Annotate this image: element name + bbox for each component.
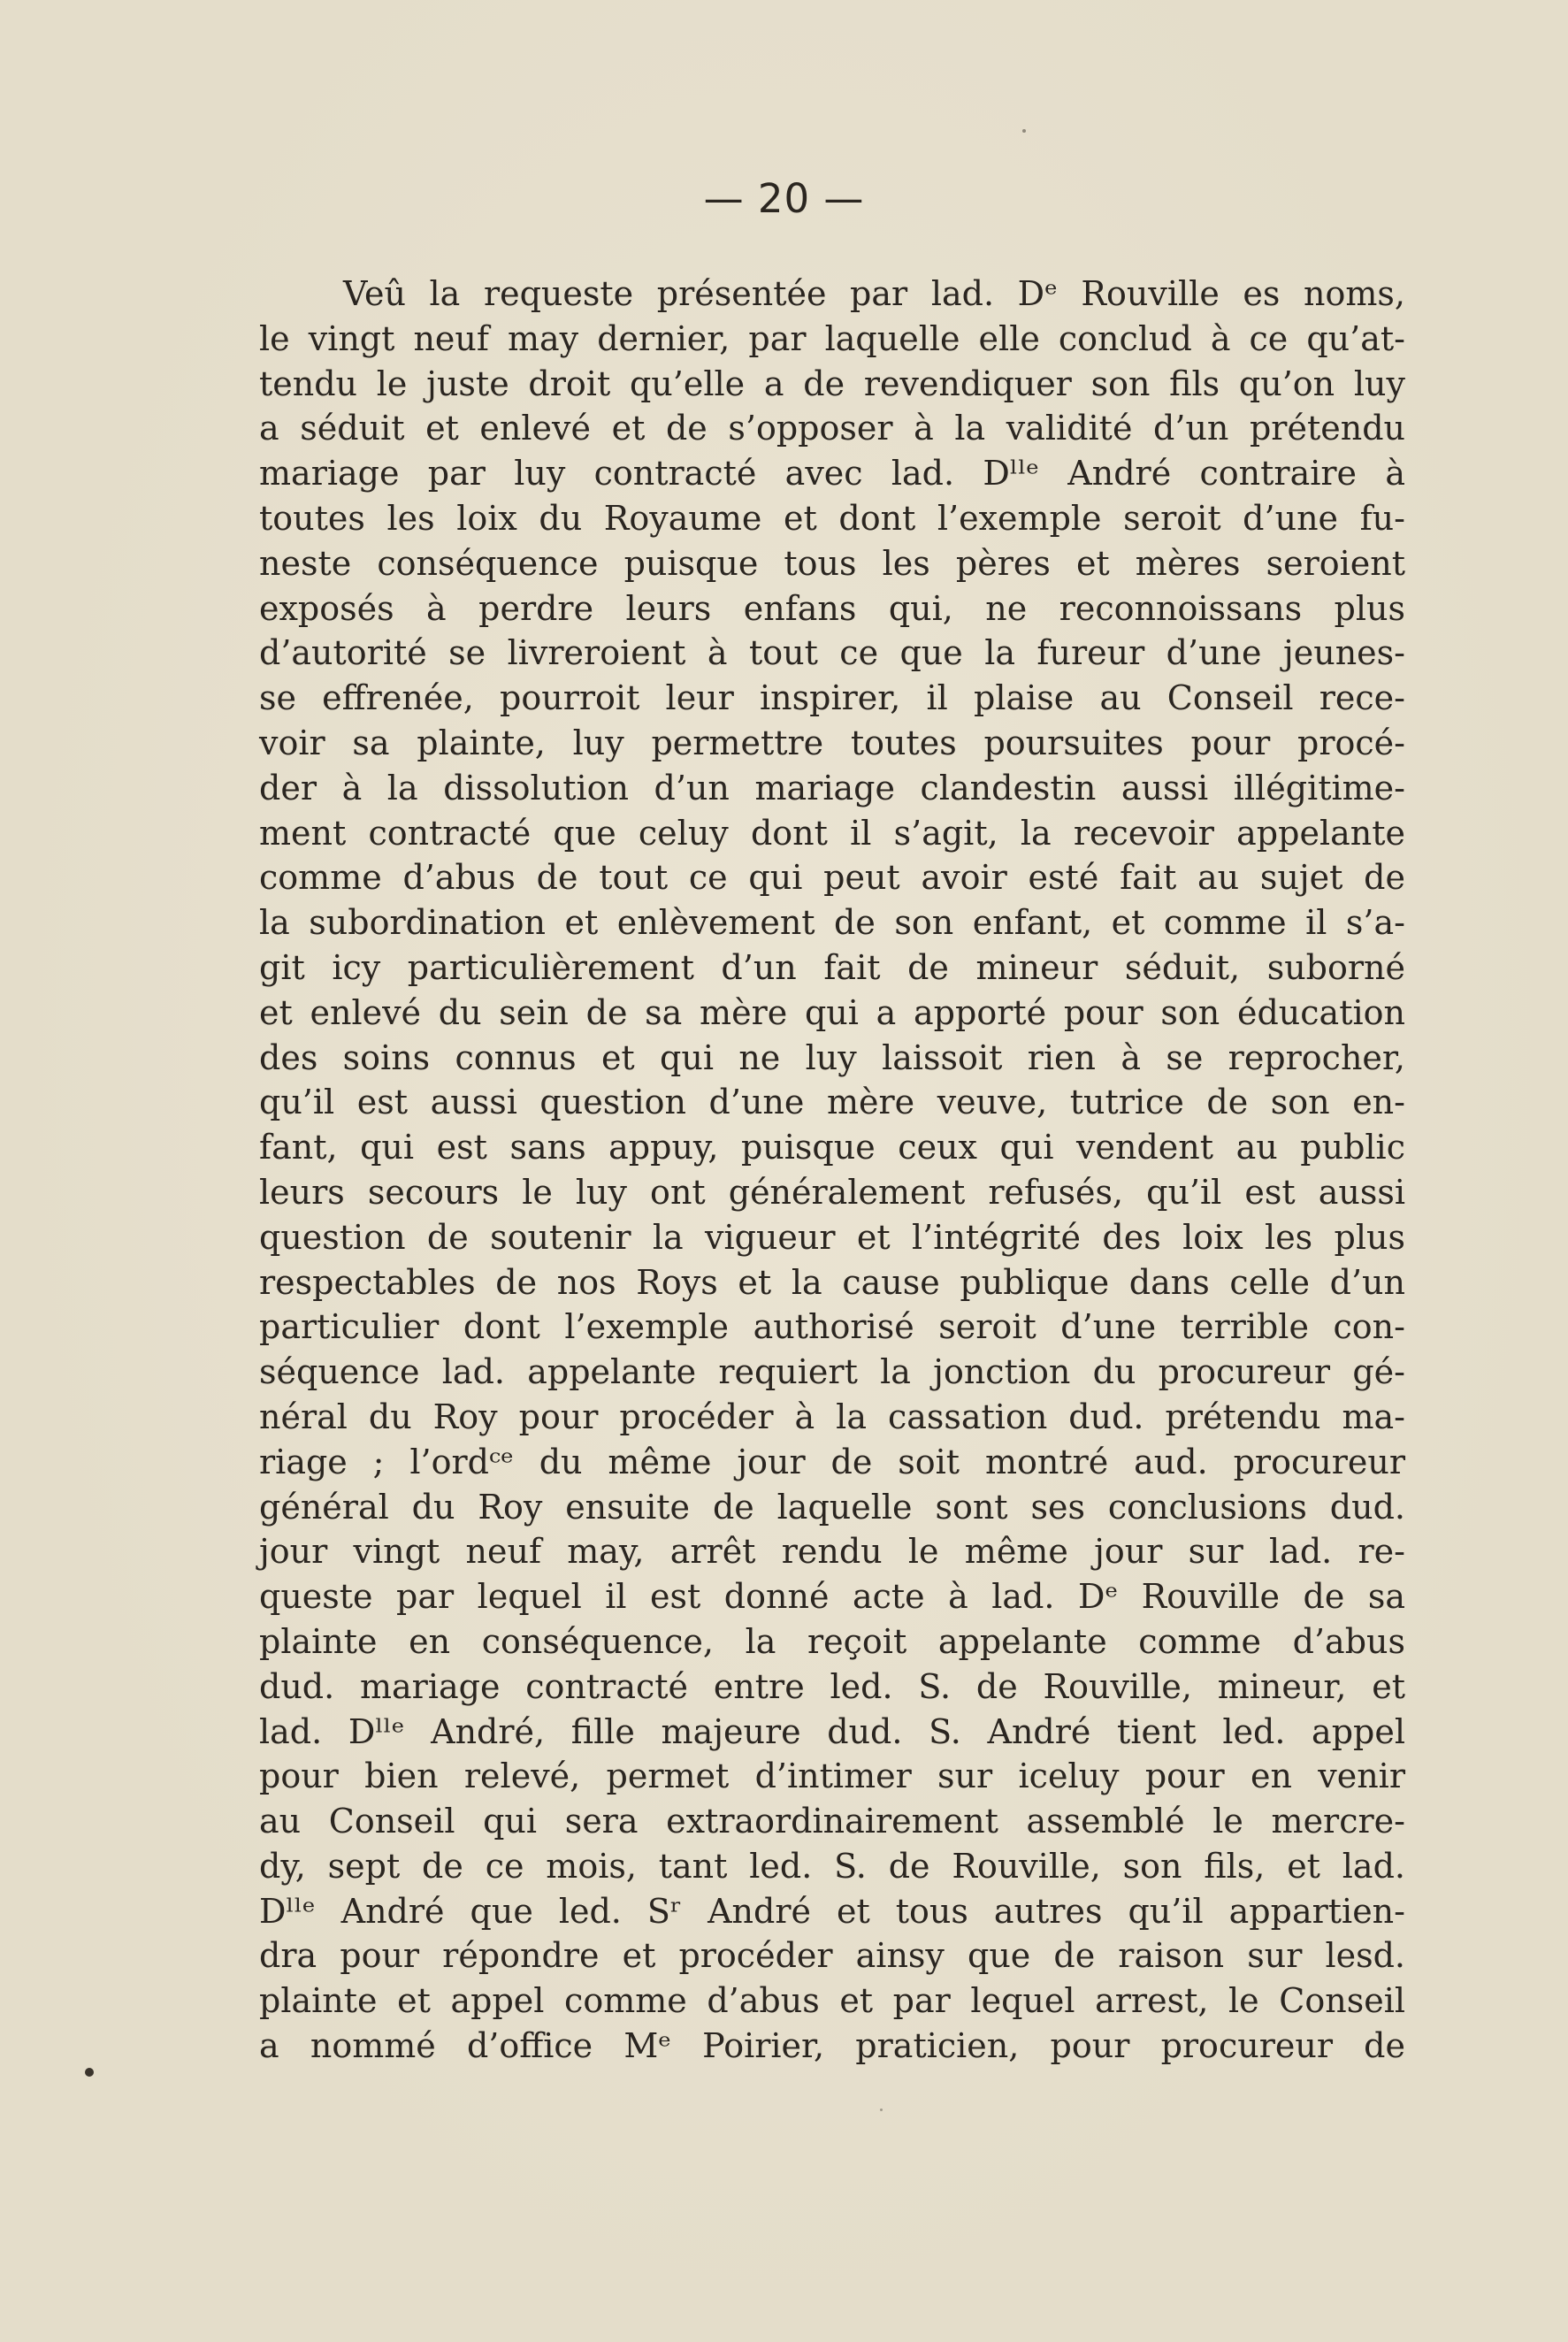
text-line: pour bien relevé, permet d’intimer sur iceluy pour en venir [259, 1756, 1405, 1796]
text-line: ment contracté que celuy dont il s’agit, la recevoir appelante [259, 813, 1405, 853]
text-line: le vingt neuf may dernier, par laquelle elle conclud à ce qu’at- [259, 318, 1405, 358]
text-line: der à la dissolution d’un mariage clandestin aussi illégitime- [259, 768, 1405, 807]
text-line: se effrenée, pourroit leur inspirer, il plaise au Conseil rece- [259, 678, 1405, 718]
text-line: dy, sept de ce mois, tant led. S. de Rouville, son fils, et lad. [259, 1846, 1405, 1886]
text-line: leurs secours le luy ont généralement refusés, qu’il est aussi [259, 1172, 1405, 1212]
text-line: des soins connus et qui ne luy laissoit rien à se reprocher, [259, 1037, 1405, 1077]
text-line: toutes les loix du Royaume et dont l’exemple seroit d’une fu- [259, 498, 1405, 538]
text-line: neste conséquence puisque tous les pères et mères seroient [259, 543, 1405, 583]
text-line: Dˡˡᵉ André que led. Sʳ André et tous autres qu’il appartien- [259, 1891, 1405, 1931]
text-line: exposés à perdre leurs enfans qui, ne reconnoissans plus [259, 588, 1405, 628]
ink-speck [1022, 129, 1026, 133]
text-line: jour vingt neuf may, arrêt rendu le même jour sur lad. re- [259, 1532, 1405, 1572]
text-line: a nommé d’office Mᵉ Poirier, praticien, pour procureur de [259, 2026, 1405, 2066]
text-line: a séduit et enlevé et de s’opposer à la validité d’un prétendu [259, 409, 1405, 448]
body-text [259, 272, 1405, 2069]
text-line: la subordination et enlèvement de son enfant, et comme il s’a- [259, 903, 1405, 943]
text-line: dra pour répondre et procéder ainsy que de raison sur lesd. [259, 1936, 1405, 1976]
text-line: tendu le juste droit qu’elle a de revendiquer son fils qu’on luy [259, 364, 1405, 403]
text-line: dud. mariage contracté entre led. S. de Rouville, mineur, et [259, 1666, 1405, 1706]
text-line: Veû la requeste présentée par lad. Dᵉ Rouville es noms, [343, 274, 1405, 313]
text-line: général du Roy ensuite de laquelle sont ses conclusions dud. [259, 1487, 1405, 1527]
text-line: séquence lad. appelante requiert la jonction du procureur gé- [259, 1352, 1405, 1392]
text-line: au Conseil qui sera extraordinairement assemblé le mercre- [259, 1802, 1405, 1841]
text-line: comme d’abus de tout ce qui peut avoir esté fait au sujet de [259, 858, 1405, 898]
ink-speck [880, 2109, 883, 2111]
page-number: — 20 — [703, 175, 865, 222]
text-line: plainte en conséquence, la reçoit appelante comme d’abus [259, 1621, 1405, 1661]
text-line: qu’il est aussi question d’une mère veuve, tutrice de son en- [259, 1083, 1405, 1122]
text-line: et enlevé du sein de sa mère qui a apporté pour son éducation [259, 992, 1405, 1032]
text-line: queste par lequel il est donné acte à lad. Dᵉ Rouville de sa [259, 1577, 1405, 1617]
text-line: d’autorité se livreroient à tout ce que la fureur d’une jeunes- [259, 633, 1405, 673]
text-line: respectables de nos Roys et la cause publique dans celle d’un [259, 1262, 1405, 1302]
ink-speck [85, 2068, 94, 2077]
text-line: fant, qui est sans appuy, puisque ceux qui vendent au public [259, 1128, 1405, 1167]
text-line: plainte et appel comme d’abus et par lequel arrest, le Conseil [259, 1981, 1405, 2021]
text-line: question de soutenir la vigueur et l’intégrité des loix les plus [259, 1217, 1405, 1257]
text-line: lad. Dˡˡᵉ André, fille majeure dud. S. André tient led. appel [259, 1711, 1405, 1751]
text-line: riage ; l’ordᶜᵉ du même jour de soit montré aud. procureur [259, 1442, 1405, 1481]
text-line: néral du Roy pour procéder à la cassation dud. prétendu ma- [259, 1397, 1405, 1436]
text-line: voir sa plainte, luy permettre toutes poursuites pour procé- [259, 723, 1405, 762]
text-line: git icy particulièrement d’un fait de mineur séduit, suborné [259, 947, 1405, 987]
text-line: mariage par luy contracté avec lad. Dˡˡᵉ André contraire à [259, 454, 1405, 494]
text-line: particulier dont l’exemple authorisé seroit d’une terrible con- [259, 1307, 1405, 1347]
